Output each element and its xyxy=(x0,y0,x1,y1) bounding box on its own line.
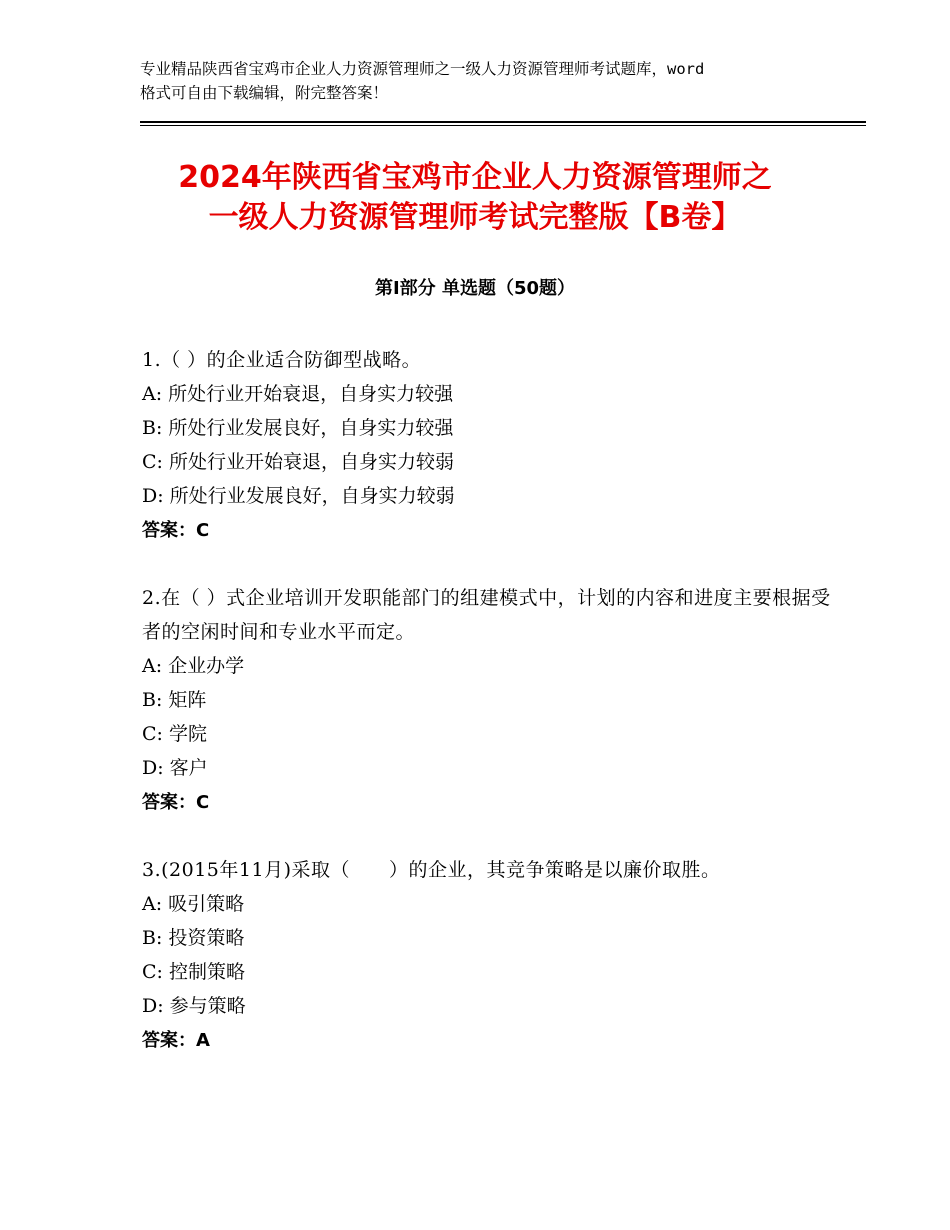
header-line-1: 专业精品陕西省宝鸡市企业人力资源管理师之一级人力资源管理师考试题库，word xyxy=(140,60,705,78)
question-1 xyxy=(142,343,832,549)
answer: 答案：C xyxy=(142,792,210,813)
option-a: A: 所处行业开始衰退，自身实力较强 xyxy=(142,383,454,405)
option-d: D: 所处行业发展良好，自身实力较弱 xyxy=(142,485,455,507)
question-2 xyxy=(142,581,832,821)
option-d: D: 客户 xyxy=(142,757,208,779)
section-title: 第Ⅰ部分 单选题（50题） xyxy=(374,278,575,299)
question-list xyxy=(142,343,832,1091)
option-a: A: 企业办学 xyxy=(142,655,245,677)
option-b: B: 矩阵 xyxy=(142,689,207,711)
question-stem: 3.(2015年11月)采取（ ）的企业，其竞争策略是以廉价取胜。 xyxy=(142,859,721,881)
answer: 答案：A xyxy=(142,1030,210,1051)
option-c: C: 学院 xyxy=(142,723,207,745)
document-header xyxy=(140,57,830,105)
option-b: B: 所处行业发展良好，自身实力较强 xyxy=(142,417,454,439)
title-line-2: 一级人力资源管理师考试完整版【B卷】 xyxy=(208,200,742,235)
answer: 答案：C xyxy=(142,520,210,541)
title-line-1: 2024年陕西省宝鸡市企业人力资源管理师之 xyxy=(178,160,772,195)
question-stem: 1.（ ）的企业适合防御型战略。 xyxy=(142,349,422,371)
question-3 xyxy=(142,853,832,1059)
option-c: C: 所处行业开始衰退，自身实力较弱 xyxy=(142,451,454,473)
header-divider-thin xyxy=(140,125,866,126)
header-line-2: 格式可自由下载编辑，附完整答案！ xyxy=(140,84,389,102)
document-title xyxy=(100,158,850,238)
question-stem: 2.在（ ）式企业培训开发职能部门的组建模式中，计划的内容和进度主要根据受者的空闲时间和专业水平而定。 xyxy=(142,587,831,643)
option-a: A: 吸引策略 xyxy=(142,893,245,915)
header-divider-thick xyxy=(140,121,866,123)
option-d: D: 参与策略 xyxy=(142,995,246,1017)
option-c: C: 控制策略 xyxy=(142,961,245,983)
option-b: B: 投资策略 xyxy=(142,927,245,949)
